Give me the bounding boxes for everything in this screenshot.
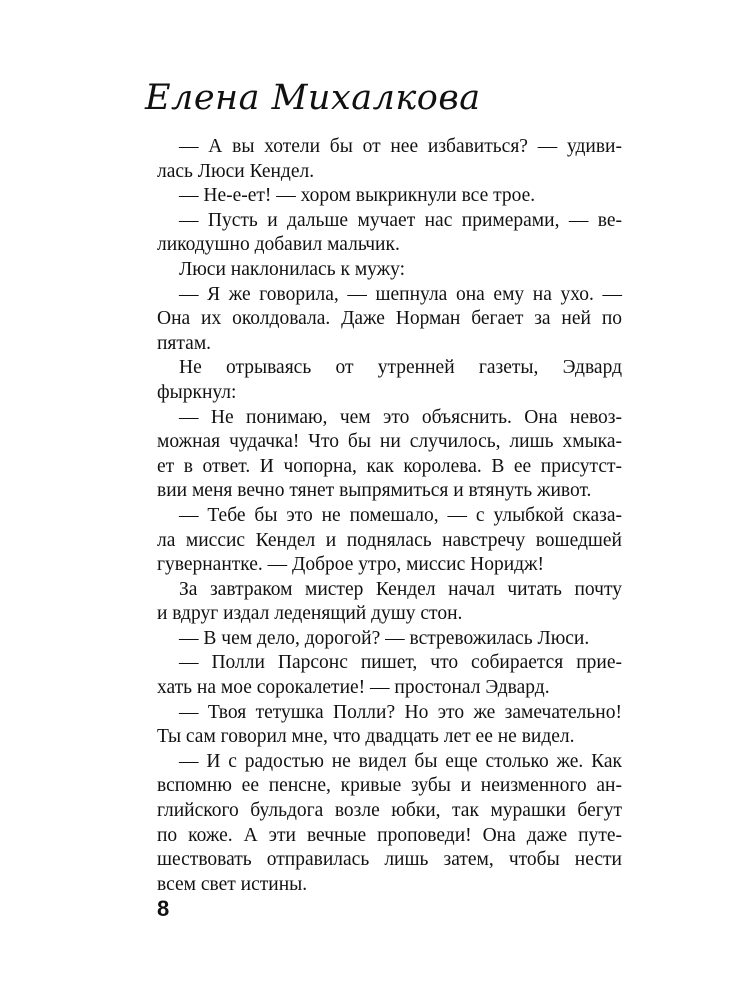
text-line: ла миссис Кендел и поднялась навстречу вошедшей [157,529,622,551]
body-text [157,135,622,897]
text-line: фыркнул: [157,381,237,403]
text-line: хать на мое сорокалетие! — простонал Эдвард. [157,677,550,699]
text-line: — Я же говорила, — шепнула она ему на ухо. — [179,283,622,305]
text-line: пятам. [157,332,212,354]
text-line: — Тебе бы это не помешало, — с улыбкой сказа- [179,504,622,526]
text-line: Она их околдовала. Даже Норман бегает за ней по [157,308,622,330]
text-line: Ты сам говорил мне, что двадцать лет ее не видел. [157,726,575,748]
text-line: — И с радостью не видел бы еще столько же. Как [179,750,622,772]
text-line: можная чудачка! Что бы ни случилось, лишь хмыка- [157,431,622,453]
text-line: вспомню ее пенсне, кривые зубы и неизменного ан- [157,775,622,797]
text-line: Люси наклонилась к мужу: [179,258,406,280]
text-line: — В чем дело, дорогой? — встревожилась Люси. [179,627,590,649]
text-line: За завтраком мистер Кендел начал читать почту [179,578,622,600]
text-line: шествовать отправилась лишь затем, чтобы нести [157,849,622,871]
running-head-author: Елена Михалкова [145,78,481,118]
text-line: гувернантке. — Доброе утро, миссис Норидж! [157,554,545,576]
text-line: — Пусть и дальше мучает нас примерами, — ве- [179,209,622,231]
text-line: всем свет истины. [157,873,308,895]
text-line: лась Люси Кендел. [157,160,315,182]
text-line: — Не-е-ет! — хором выкрикнули все трое. [179,185,536,207]
text-line: вии меня вечно тянет выпрямиться и втянуть живот. [157,480,592,502]
text-line: и вдруг издал леденящий душу стон. [157,603,463,625]
text-line: ликодушно добавил мальчик. [157,234,400,256]
text-line: ет в ответ. И чопорна, как королева. В ее присутст- [157,455,622,477]
text-line: — А вы хотели бы от нее избавиться? — удиви- [179,136,622,157]
text-line: Не отрываясь от утренней газеты, Эдвард [179,357,622,379]
text-line: — Не понимаю, чем это объяснить. Она невоз- [179,406,622,428]
page-number: 8 [157,896,170,921]
text-line: глийского бульдога возле юбки, так мурашки бегут [157,800,622,822]
text-line: — Полли Парсонс пишет, что собирается прие- [179,652,622,674]
text-line: — Твоя тетушка Полли? Но это же замечательно! [179,701,622,723]
text-line: по коже. А эти вечные проповеди! Она даже путе- [157,824,622,846]
